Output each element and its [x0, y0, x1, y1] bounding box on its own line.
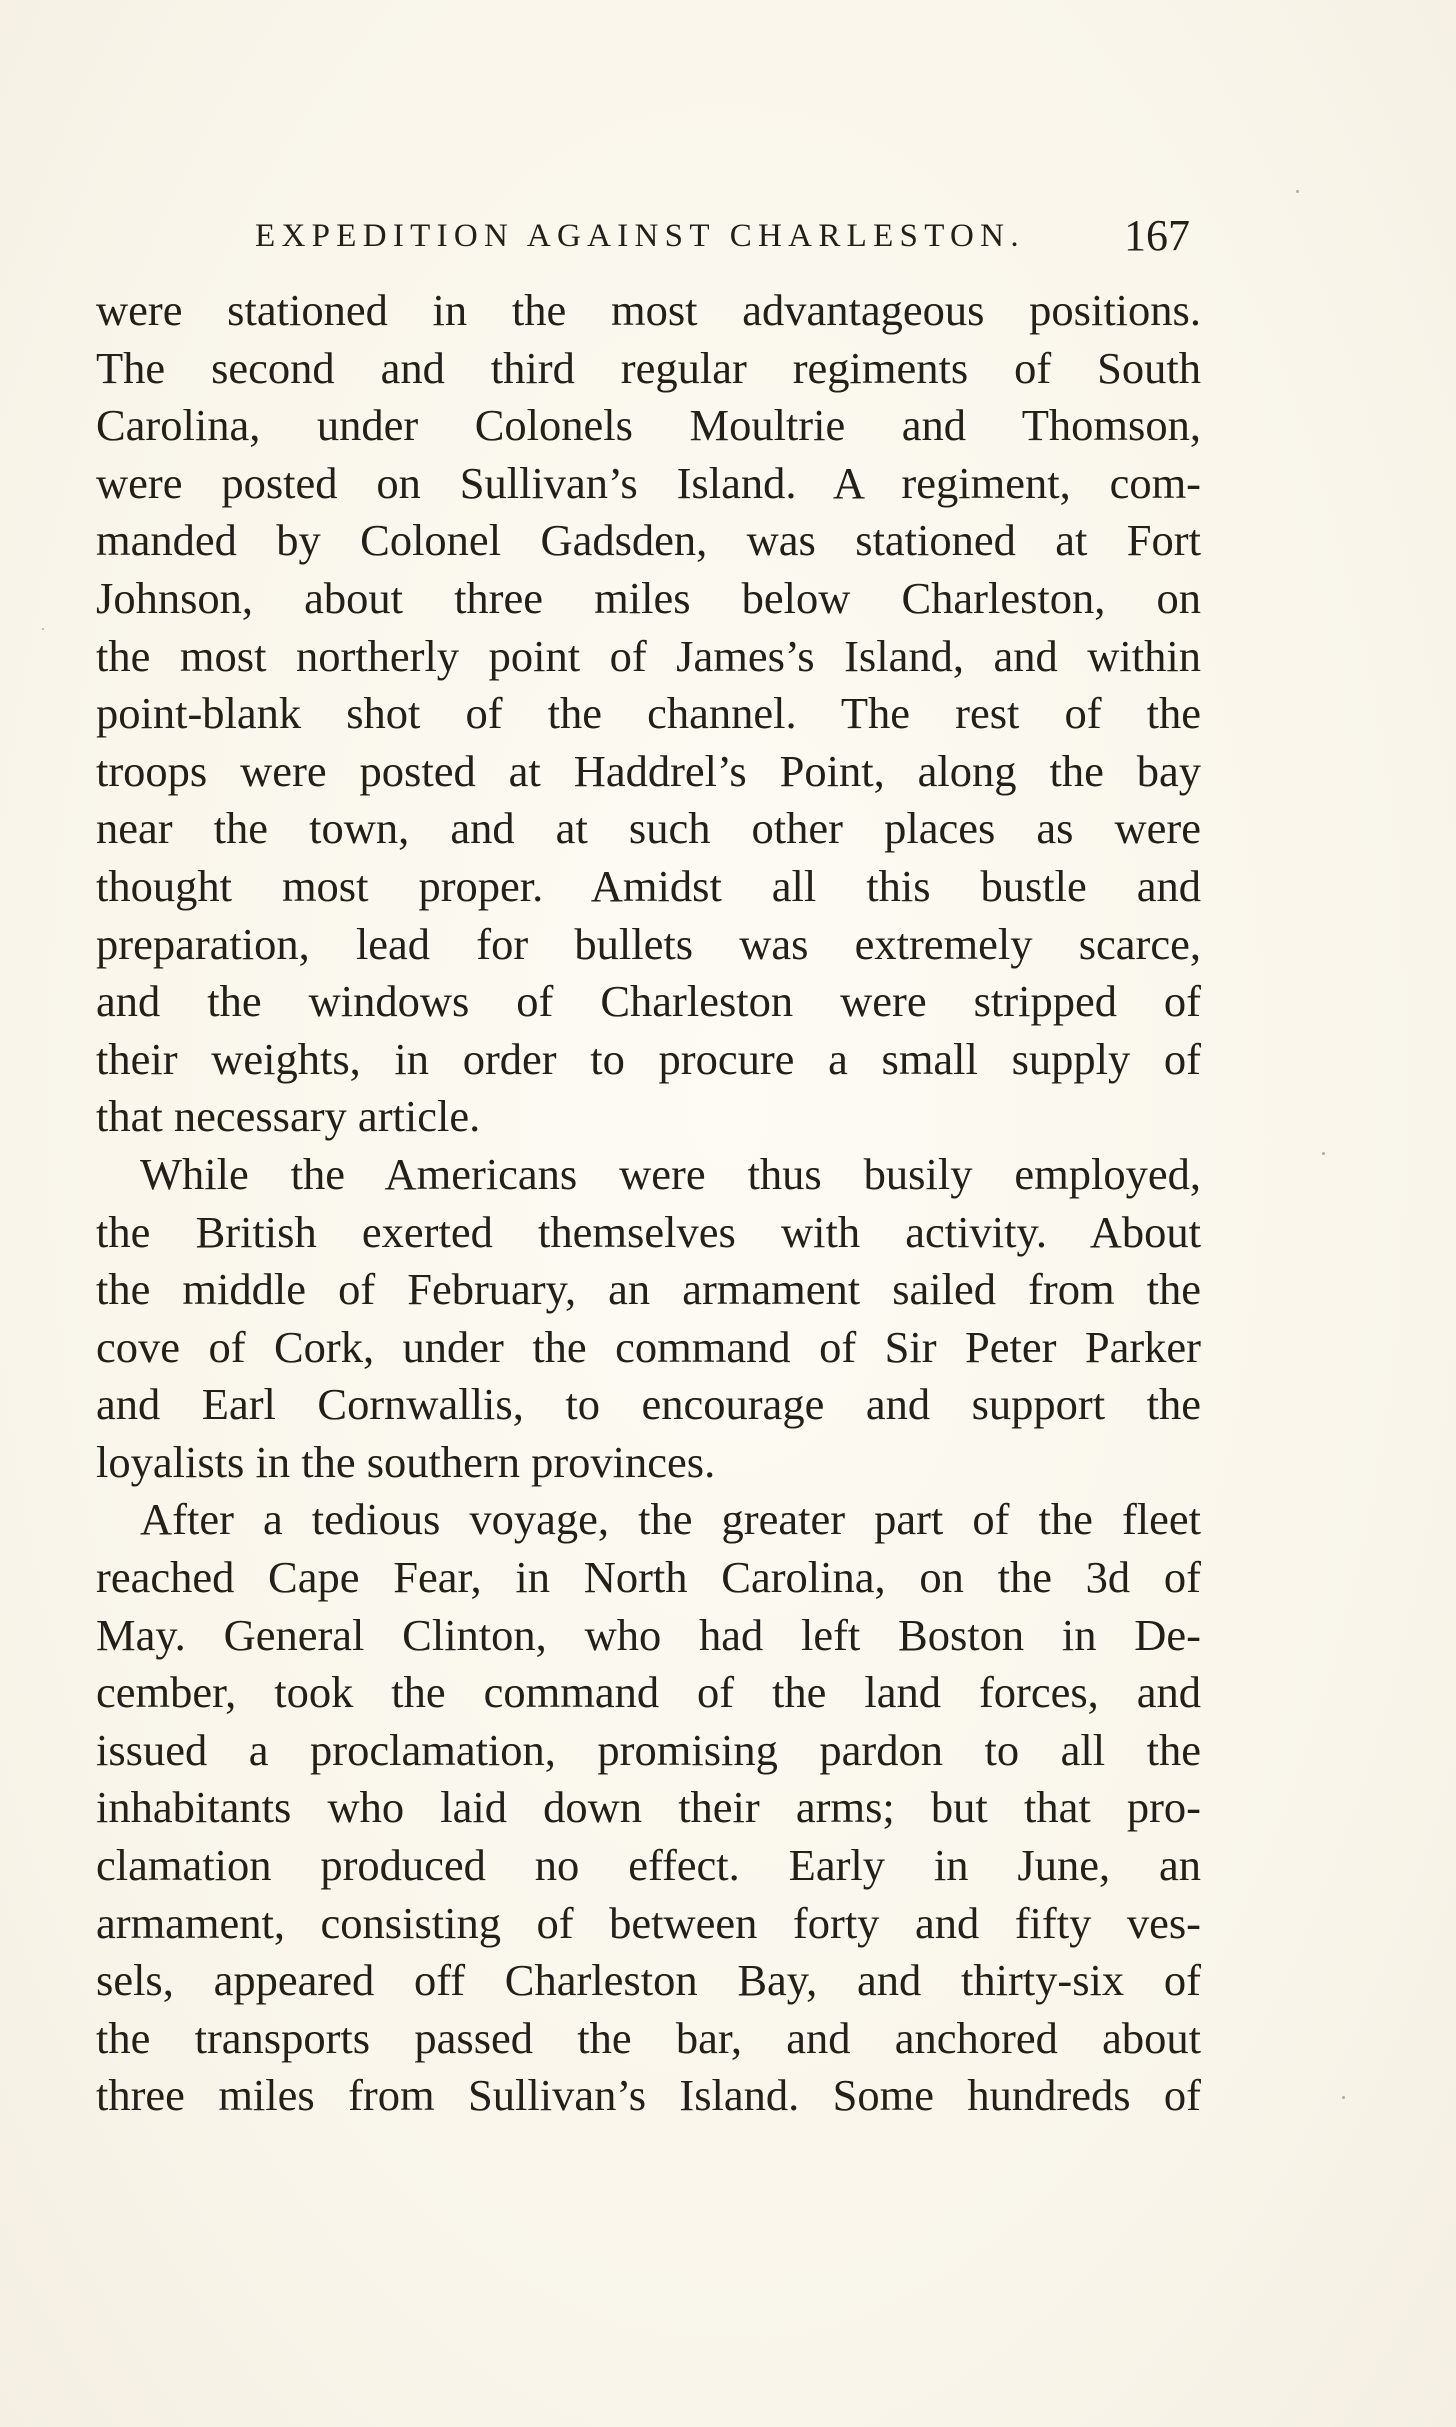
text-line: the British exerted themselves with activity. About: [96, 1206, 1201, 1257]
paragraph-first-line: While the Americans were thus busily employed,: [140, 1148, 1201, 1199]
text-line: cember, took the command of the land forces, and: [96, 1667, 1201, 1718]
paper-speck: [1296, 190, 1299, 193]
text-line: manded by Colonel Gadsden, was stationed at Fort: [96, 515, 1201, 566]
running-head: [255, 210, 1190, 270]
text-line: their weights, in order to procure a small supply of: [96, 1033, 1201, 1084]
text-line: the middle of February, an armament sailed from the: [96, 1264, 1201, 1315]
paper-speck: [1342, 2096, 1345, 2099]
paragraph-last-line: loyalists in the southern provinces.: [96, 1436, 716, 1487]
paragraph-last-line: that necessary article.: [96, 1091, 481, 1142]
text-line: Johnson, about three miles below Charleston, on: [96, 572, 1201, 623]
page-number: 167: [1124, 211, 1190, 260]
text-line: and Earl Cornwallis, to encourage and support the: [96, 1379, 1201, 1430]
text-line: were stationed in the most advantageous positions.: [96, 285, 1201, 335]
text-line: The second and third regular regiments of South: [96, 342, 1201, 393]
paper-speck: [1322, 1152, 1325, 1155]
running-title: EXPEDITION AGAINST CHARLESTON.: [255, 218, 1025, 254]
text-line: cove of Cork, under the command of Sir Peter Parker: [96, 1321, 1201, 1372]
paper-speck: [42, 628, 44, 630]
text-line: inhabitants who laid down their arms; but that pro-: [96, 1782, 1201, 1833]
paragraph-first-line: After a tedious voyage, the greater part of the fleet: [140, 1494, 1201, 1545]
text-line: near the town, and at such other places as were: [96, 803, 1201, 854]
text-line: May. General Clinton, who had left Boston in De-: [96, 1609, 1201, 1660]
text-line: preparation, lead for bullets was extremely scarce,: [96, 918, 1201, 969]
text-line: Carolina, under Colonels Moultrie and Thomson,: [96, 400, 1201, 451]
text-line: the most northerly point of James’s Island, and within: [96, 630, 1201, 681]
text-line: sels, appeared off Charleston Bay, and thirty-six of: [96, 1955, 1201, 2006]
body-text: [96, 282, 1201, 2125]
text-line: clamation produced no effect. Early in June, an: [96, 1840, 1201, 1891]
text-line: and the windows of Charleston were stripped of: [96, 976, 1201, 1027]
text-line: armament, consisting of between forty and fifty ves-: [96, 1897, 1201, 1948]
text-line: reached Cape Fear, in North Carolina, on the 3d of: [96, 1552, 1201, 1603]
text-line: issued a proclamation, promising pardon to all the: [96, 1724, 1201, 1775]
text-line: thought most proper. Amidst all this bustle and: [96, 860, 1201, 911]
text-line: point-blank shot of the channel. The rest of the: [96, 688, 1201, 739]
text-line: were posted on Sullivan’s Island. A regiment, com-: [96, 457, 1201, 508]
text-line: the transports passed the bar, and anchored about: [96, 2012, 1201, 2063]
text-line: troops were posted at Haddrel’s Point, along the bay: [96, 745, 1201, 796]
text-line: three miles from Sullivan’s Island. Some hundreds of: [96, 2070, 1201, 2121]
